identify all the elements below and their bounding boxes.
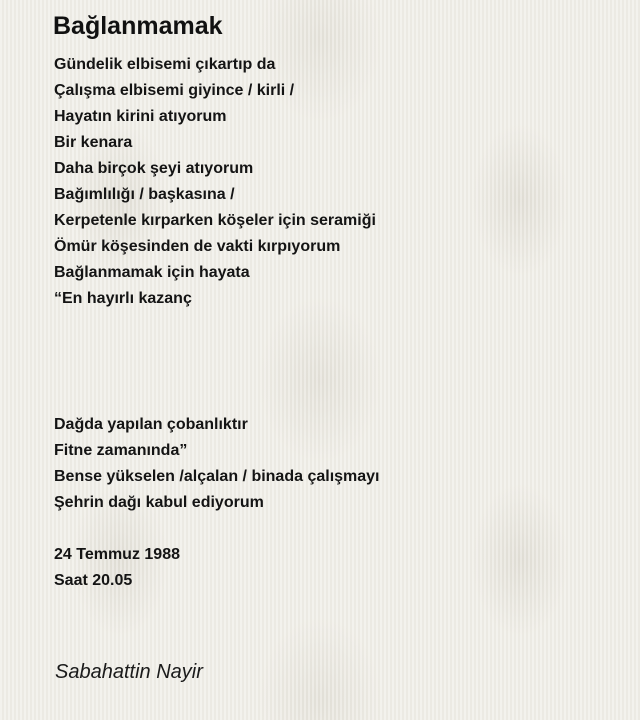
poem-line: Kerpetenle kırparken köşeler için seramiği (54, 212, 376, 229)
poem-title: Bağlanmamak (53, 12, 223, 40)
poem-line: Bense yükselen /alçalan / binada çalışmayı (54, 468, 380, 485)
poem-author: Sabahattin Nayir (55, 661, 203, 683)
poem-line: Hayatın kirini atıyorum (54, 108, 227, 125)
poem-line: Şehrin dağı kabul ediyorum (54, 494, 264, 511)
poem-line: Daha birçok şeyi atıyorum (54, 160, 254, 177)
stanza-1 (54, 52, 376, 312)
poem-line: Bir kenara (54, 134, 133, 151)
stanza-2 (54, 412, 380, 516)
poem-line: Dağda yapılan çobanlıktır (54, 416, 248, 433)
poem-line: “En hayırlı kazanç (54, 290, 192, 307)
poem-line: Bağımlılığı / başkasına / (54, 186, 235, 203)
poem-line: Ömür köşesinden de vakti kırpıyorum (54, 238, 341, 255)
poem-line: Fitne zamanında” (54, 442, 188, 459)
poem-time: Saat 20.05 (54, 572, 133, 589)
poem-line: Gündelik elbisemi çıkartıp da (54, 56, 276, 73)
poem-line: Çalışma elbisemi giyince / kirli / (54, 82, 295, 99)
poem-line: Bağlanmamak için hayata (54, 264, 250, 281)
poem-date: 24 Temmuz 1988 (54, 546, 180, 563)
stanza-3-date (54, 542, 180, 594)
